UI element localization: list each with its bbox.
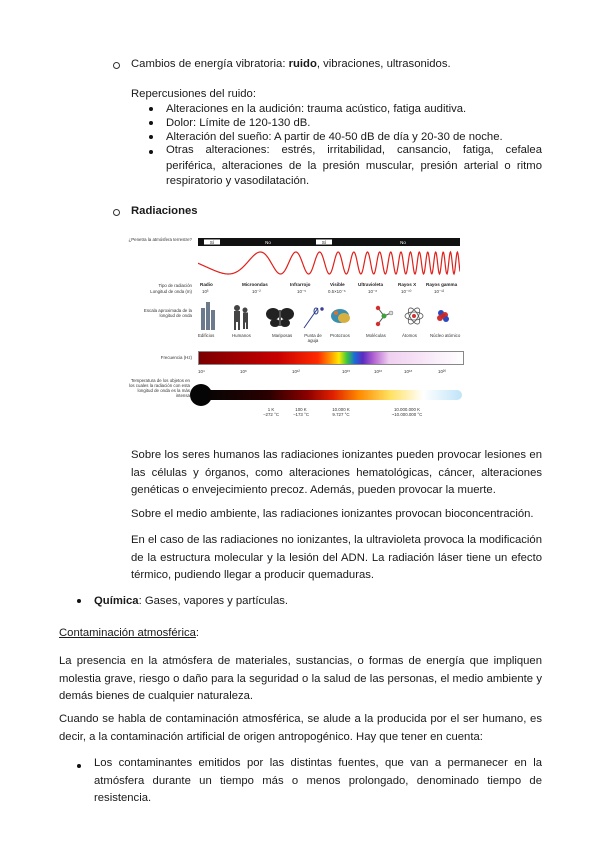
penetrate-no: No [400,240,406,245]
penetrate-yes: Sí [209,240,215,245]
sub-bullet-circle [113,209,120,216]
temperature-value: 10.000.000 K ~10.000.000 °C [391,407,423,417]
noise-item: Otras alteraciones: estrés, irritabilidad, cansancio, fatiga, cefalea periférica, alteraciones de la presión muscular, presión arterial o ritmo respiratorio y vasodilatación. [166,144,542,187]
temperature-value: 10.000 K 9.727 °C [332,407,350,417]
thermometer-bar [204,390,462,400]
type-radio: Radio [200,282,213,287]
contaminacion-paragraph: Cuando se habla de contaminación atmosférica, se alude a la producida por el ser humano, es decir, a la contaminación artificial de origen antropogénico. Hay que tener en cuenta: [59,713,542,743]
wavelength-value: 10⁻² [252,289,261,294]
frequency-label: Frecuencia (Hz) [160,355,192,360]
contaminacion-paragraph: La presencia en la atmósfera de materiales, sustancias, o formas de energía que impliquen molestia grave, riesgo o daño para la seguridad o la salud de las personas, el medio ambiente y demás bienes de cualquier naturaleza. [59,655,542,702]
frequency-value: 10¹⁶ [374,369,383,374]
protozoa-icon [331,309,350,323]
wavelength-value: 10⁻¹⁰ [401,289,412,294]
molecule-icon [376,306,393,326]
object-label: Moléculas [366,333,386,338]
temperature-label: Temperatura de los objetos en los cuales la radiación con esta longitud de onda es la más intensa [128,378,190,398]
electromagnetic-spectrum-figure [128,232,468,424]
wavelength-value: 10⁻⁸ [368,289,378,294]
scale-pictures [198,300,462,332]
penetrate-yes: Sí [321,240,327,245]
wavelength-value: 10⁻¹² [434,289,445,294]
penetrate-bar [198,238,460,246]
bullet-dot [149,107,153,111]
type-label: Tipo de radiación [158,283,192,288]
temperature-value: 1 K −272 °C [262,407,280,417]
object-label: Punta de aguja [304,333,322,343]
object-label: Mariposas [272,333,293,338]
scale-label: Escala aproximada de la longitud de onda [143,308,192,318]
quimica-line: Química: Gases, vapores y partículas. [94,595,289,607]
bullet-dot [149,135,153,139]
contaminacion-heading: Contaminación atmosférica: [59,627,200,639]
wavelength-label: Longitud de onda (m) [150,289,192,294]
bullet-dot [149,150,153,154]
type-ultraviolet: Ultravioleta [358,282,384,287]
object-label: Átomos [402,333,417,338]
penetrate-no: No [265,240,271,245]
frequency-value: 10⁴ [198,369,205,374]
vibration-line: Cambios de energía vibratoria: ruido, vibraciones, ultrasonidos. [131,58,451,70]
wavelength-value: 0.5×10⁻⁶ [328,289,346,294]
frequency-value: 10¹⁵ [342,369,351,374]
wavelength-value: 10⁻⁵ [297,289,307,294]
atom-icon [405,306,423,326]
frequency-bar [198,351,464,365]
radiation-paragraph: En el caso de las radiaciones no ionizantes, la ultravioleta provoca la modificación de la estructura molecular y la lesión del ADN. La radiación láser tiene un efecto térmico, pudiendo llegar a producir quemaduras. [131,534,542,581]
sub-bullet-circle [113,62,120,69]
temperature-value: 100 K −173 °C [292,407,310,417]
object-label: Núcleo atómico [430,333,461,338]
contaminacion-bullet: Los contaminantes emitidos por las distintas fuentes, que van a permanecer en la atmósfera durante un tiempo más o menos prolongado, denominado tiempo de resistencia. [94,757,542,804]
noise-item: Dolor: Límite de 120-130 dB. [166,117,311,129]
radiation-paragraph: Sobre el medio ambiente, las radiaciones ionizantes provocan bioconcentración. [131,508,534,520]
type-gamma: Rayos gamma [426,282,458,287]
needle-icon [304,308,323,328]
penetrate-label: ¿Penetra la atmósfera terrestre? [128,237,192,242]
type-microwave: Microondas [242,282,268,287]
bullet-dot [149,121,153,125]
object-label: Edificios [198,333,215,338]
type-infrared: Infrarrojo [290,282,311,287]
nucleus-icon [437,310,449,322]
frequency-value: 10²⁰ [438,369,447,374]
frequency-value: 10¹⁸ [404,369,413,374]
object-label: Humanos [232,333,251,338]
noise-item: Alteración del sueño: A partir de 40-50 dB de día y 20-30 de noche. [166,131,503,143]
bullet-dot [77,599,81,603]
humans-icon [234,305,248,330]
bullet-dot [77,764,81,768]
wavelength-value: 10³ [202,289,209,294]
wave-graphic [198,248,460,278]
building-icon [201,302,215,330]
radiation-paragraph: Sobre los seres humanos las radiaciones ionizantes pueden provocar lesiones en las células y órganos, como alteraciones hematológicas, cáncer, alteraciones genéticas o envejecimiento precoz. Además, pueden provocar la muerte. [131,449,542,496]
frequency-value: 10¹² [292,369,300,374]
type-xray: Rayos X [398,282,417,287]
noise-item: Alteraciones en la audición: trauma acústico, fatiga auditiva. [166,103,467,115]
butterfly-icon [266,308,294,327]
object-label: Protozoos [330,333,350,338]
frequency-value: 10⁸ [240,369,247,374]
type-visible: Visible [330,282,345,287]
noise-heading: Repercusiones del ruido: [131,88,256,100]
radiaciones-title: Radiaciones [131,205,198,217]
